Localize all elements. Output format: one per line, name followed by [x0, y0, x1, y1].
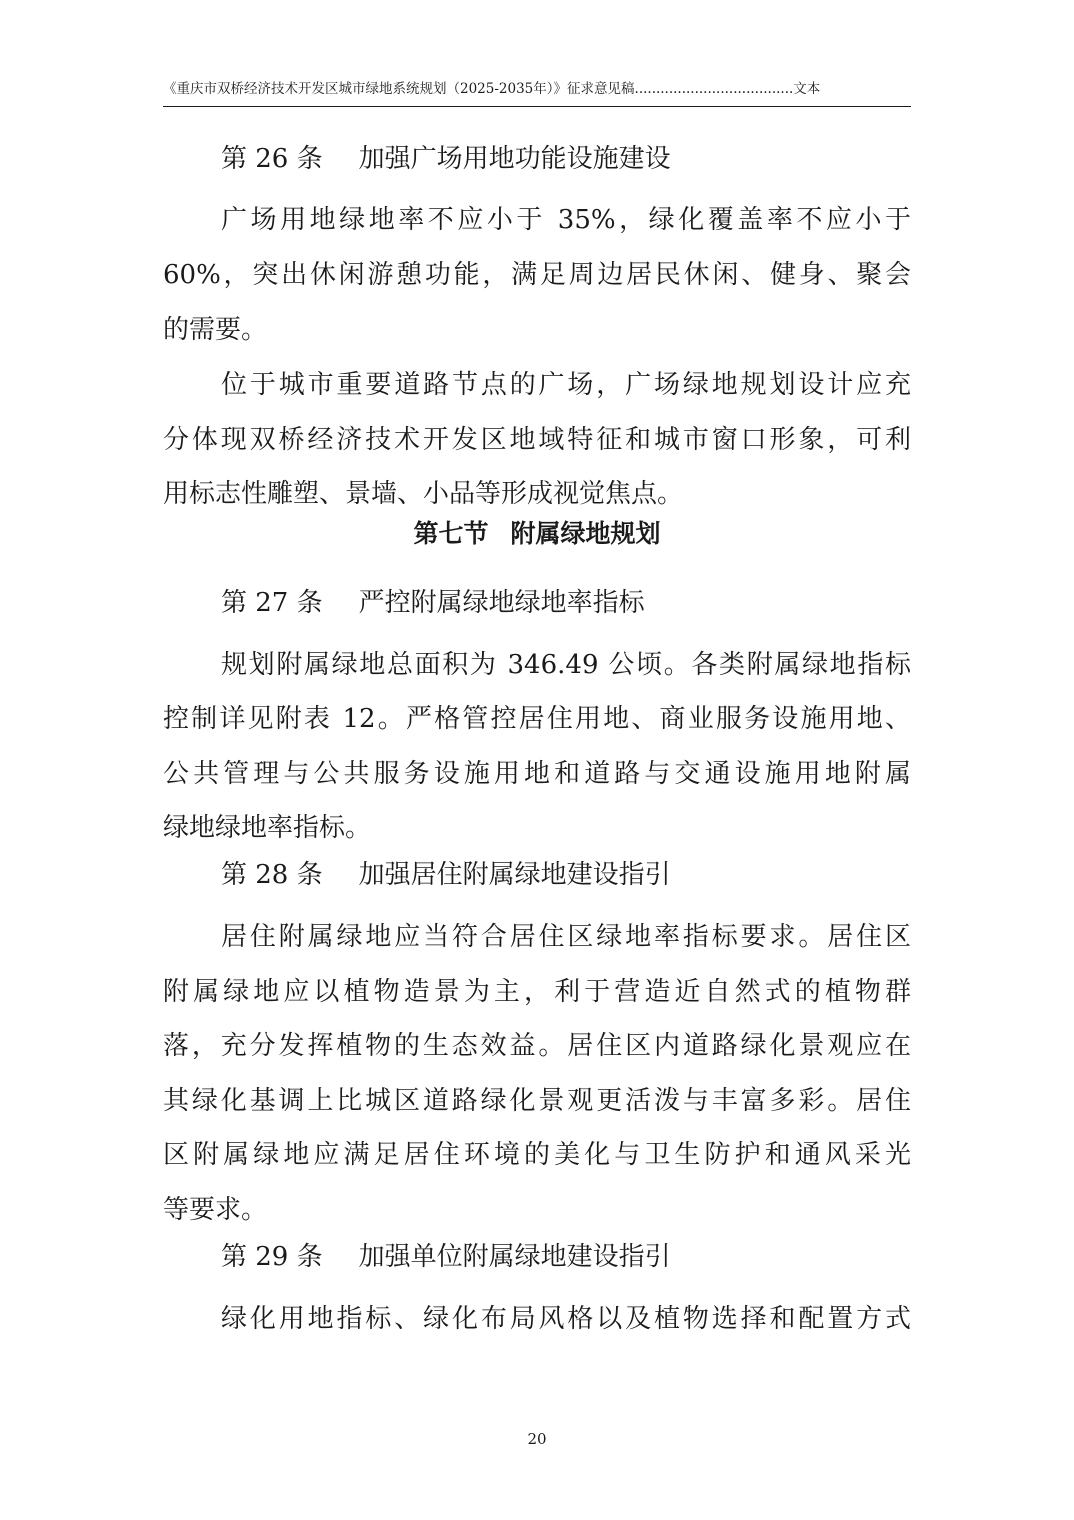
body-line: 的需要。 [163, 315, 268, 345]
article-title: 严控附属绿地绿地率指标 [358, 588, 645, 618]
section-title: 附属绿地规划 [510, 519, 661, 548]
header-divider [163, 106, 911, 107]
body-line: 居住附属绿地应当符合居住区绿地率指标要求。居住区 [221, 922, 911, 952]
article-title: 加强单位附属绿地建设指引 [358, 1242, 671, 1272]
body-line: 用标志性雕塑、景墙、小品等形成视觉焦点。 [163, 479, 684, 509]
article-27-heading [221, 586, 645, 620]
article-title: 加强居住附属绿地建设指引 [358, 860, 671, 890]
body-line: 60%，突出休闲游憩功能，满足周边居民休闲、健身、聚会 [163, 260, 911, 290]
article-26-heading [221, 142, 671, 176]
body-line: 控制详见附表 12。严格管控居住用地、商业服务设施用地、 [163, 704, 911, 734]
article-number: 第 28 条 [221, 860, 323, 890]
article-number: 第 27 条 [221, 588, 323, 618]
article-number: 第 26 条 [221, 144, 323, 174]
body-line: 公共管理与公共服务设施用地和道路与交通设施用地附属 [163, 759, 911, 789]
body-line: 区附属绿地应满足居住环境的美化与卫生防护和通风采光 [163, 1140, 911, 1170]
body-line: 绿地绿地率指标。 [163, 813, 372, 843]
body-line: 分体现双桥经济技术开发区地域特征和城市窗口形象，可利 [163, 425, 911, 455]
section-heading [163, 517, 911, 551]
article-title: 加强广场用地功能设施建设 [358, 144, 671, 174]
body-line: 广场用地绿地率不应小于 35%，绿化覆盖率不应小于 [221, 205, 911, 235]
body-line: 绿化用地指标、绿化布局风格以及植物选择和配置方式 [221, 1304, 911, 1334]
section-number: 第七节 [413, 519, 489, 548]
body-line: 落，充分发挥植物的生态效益。居住区内道路绿化景观应在 [163, 1031, 911, 1061]
body-line: 位于城市重要道路节点的广场，广场绿地规划设计应充 [221, 370, 911, 400]
body-line: 其绿化基调上比城区道路绿化景观更活泼与丰富多彩。居住 [163, 1086, 911, 1116]
body-line: 规划附属绿地总面积为 346.49 公顷。各类附属绿地指标 [221, 650, 911, 680]
running-header: 《重庆市双桥经济技术开发区城市绿地系统规划（2025-2035年）》征求意见稿.....................................文本 [163, 81, 821, 97]
body-line: 等要求。 [163, 1195, 268, 1225]
page-number: 20 [527, 1430, 547, 1448]
body-line: 附属绿地应以植物造景为主，利于营造近自然式的植物群 [163, 977, 911, 1007]
article-number: 第 29 条 [221, 1242, 323, 1272]
article-28-heading [221, 858, 671, 892]
article-29-heading [221, 1240, 671, 1274]
